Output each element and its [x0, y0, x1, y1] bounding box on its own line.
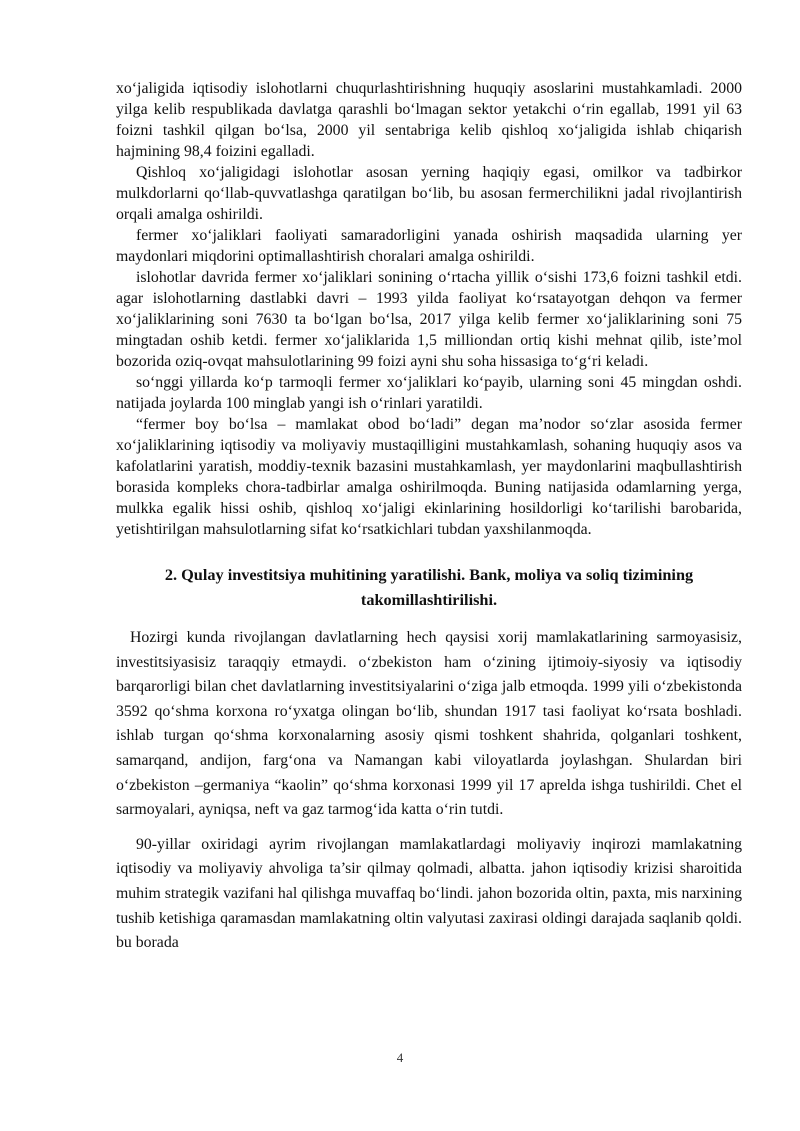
section-heading: 2. Qulay investitsiya muhitining yaratilishi. Bank, moliya va soliq tizimining takomillashtirilishi.: [164, 565, 694, 609]
paragraph: fermer xo‘jaliklari faoliyati samaradorligini yanada oshirish maqsadida ularning yer maydonlari miqdorini optimallashtirish choralari amalga oshirildi.: [116, 227, 742, 265]
paragraph: so‘nggi yillarda ko‘p tarmoqli fermer xo‘jaliklari ko‘payib, ularning soni 45 mingdan oshdi. natijada joylarda 100 minglab yangi ish o‘rinlari yaratildi.: [116, 374, 742, 412]
section-body: [116, 626, 742, 956]
paragraph: islohotlar davrida fermer xo‘jaliklari sonining o‘rtacha yillik o‘sishi 173,6 foizni tashkil etdi. agar islohotlarning dastlabki davri – 1993 yilda faoliyat ko‘rsatayotgan dehqon va fermer xo‘jaliklarining soni 7630 ta bo‘lgan bo‘lsa, 2017 yilga kelib fermer xo‘jaliklarining soni 75 mingtadan oshib ketdi. fermer xo‘jaliklarida 1,5 milliondan ortiq kishi mehnat qilib, iste’mol bozorida oziq-ovqat mahsulotlarining 99 foizi ayni shu soha hissasiga to‘g‘ri keladi.: [116, 269, 742, 370]
page-number: 4: [396, 1050, 404, 1065]
paragraph: 90-yillar oxiridagi ayrim rivojlangan mamlakatlardagi moliyaviy inqirozi mamlakatning iqtisodiy va moliyaviy ahvoliga ta’sir qilmay qolmadi, albatta. jahon iqtisodiy krizisi sharoitida muhim strategik vazifani hal qilishga muvaffaq bo‘lindi. jahon bozorida oltin, paxta, mis narxining tushib ketishiga qaramasdan mamlakatning oltin valyutasi zaxirasi oldingi darajada saqlanib qoldi. bu borada: [116, 835, 742, 952]
paragraph: xo‘jaligida iqtisodiy islohotlarni chuqurlashtirishning huquqiy asoslarini mustahkamladi. 2000 yilga kelib respublikada davlatga qarashli bo‘lmagan sektor yetakchi o‘rin egallab, 1991 yil 63 foizni tashkil qilgan bo‘lsa, 2000 yil sentabriga kelib qishloq xo‘jaligida ishlab chiqarish hajmining 98,4 foizini egalladi.: [116, 80, 742, 160]
paragraph: Qishloq xo‘jaligidagi islohotlar asosan yerning haqiqiy egasi, omilkor va tadbirkor mulkdorlarni qo‘llab-quvvatlashga qaratilgan bo‘lib, bu asosan fermerchilikni jadal rivojlantirish orqali amalga oshirildi.: [116, 164, 742, 223]
document-page: [116, 78, 742, 956]
paragraph: Hozirgi kunda rivojlangan davlatlarning hech qaysisi xorij mamlakatlarining sarmoyasisiz, investitsiyasisiz taraqqiy etmaydi. o‘zbekiston ham o‘zining ijtimoiy-siyosiy va iqtisodiy barqarorligi bilan chet davlatlarning investitsiyalarini o‘ziga jalb etmoqda. 1999 yili o‘zbekistonda 3592 qo‘shma korxona ro‘yxatga olingan bo‘lib, shundan 1917 tasi faoliyat ko‘rsata boshladi. ishlab turgan qo‘shma korxonalarning asosiy qismi toshkent shahrida, qolganlari toshkent, samarqand, andijon, farg‘ona va Namangan kabi viloyatlarda joylashgan. Shulardan biri o‘zbekiston –germaniya “kaolin” qo‘shma korxonasi 1999 yil 17 aprelda ishga tushirildi. Chet el sarmoyalari, ayniqsa, neft va gaz tarmog‘ida katta o‘rin tutdi.: [116, 629, 742, 819]
paragraph: “fermer boy bo‘lsa – mamlakat obod bo‘ladi” degan ma’nodor so‘zlar asosida fermer xo‘jaliklarining iqtisodiy va moliyaviy mustaqilligini mustahkamlash, sohaning huquqiy asos va kafolatlarini yaratish, moddiy-texnik bazasini mustahkamlash, yer maydonlarini maqbullashtirish borasida kompleks chora-tadbirlar amalga oshirilmoqda. Buning natijasida odamlarning yerga, mulkka egalik hissi oshib, qishloq xo‘jaligi ekinlarining hosildorligi ko‘tarilishi barobarida, yetishtirilgan mahsulotlarning sifat ko‘rsatkichlari tubdan yaxshilanmoqda.: [116, 416, 742, 538]
